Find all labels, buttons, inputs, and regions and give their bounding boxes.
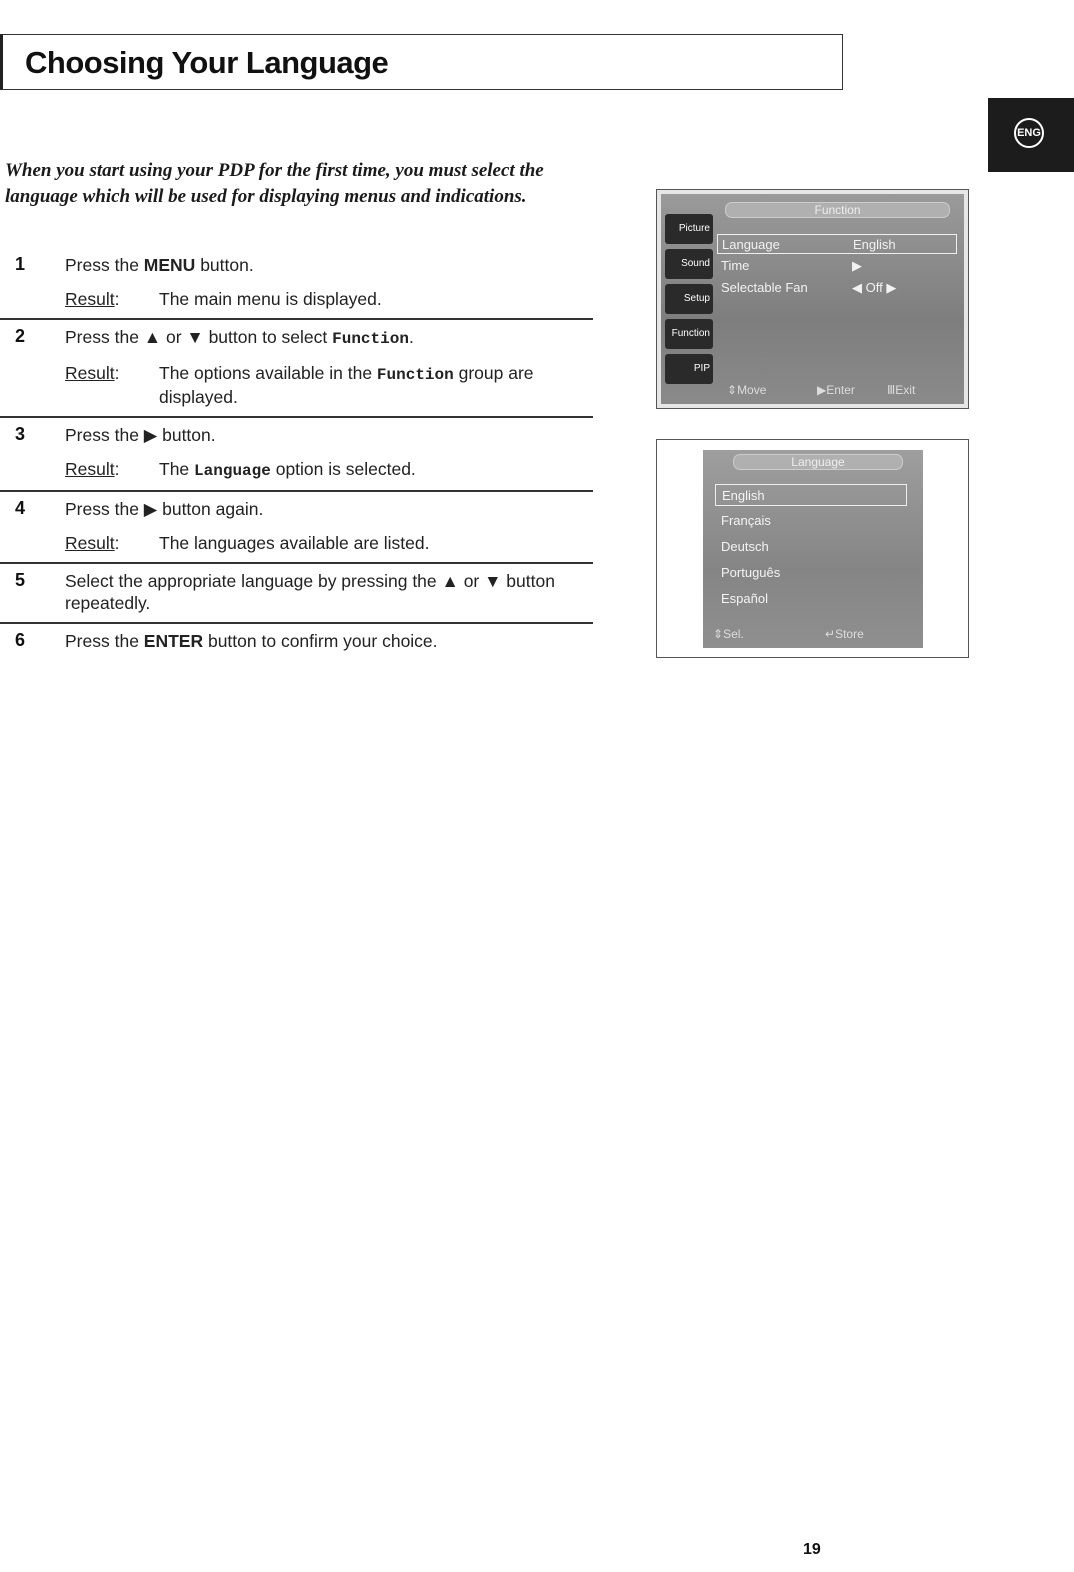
- step-instruction: Press the ENTER button to confirm your choice.: [65, 631, 438, 651]
- step-instruction: Press the ▶ button again.: [65, 499, 264, 519]
- step-instruction: Select the appropriate language by pressing the ▲ or ▼ button repeatedly.: [65, 571, 555, 613]
- enter-key: ENTER: [143, 631, 204, 651]
- osd-footer: [707, 626, 919, 642]
- result-label: Result:: [65, 363, 120, 383]
- pip-icon: PIP: [665, 354, 713, 384]
- result-label: Result:: [65, 533, 120, 553]
- menu-key: MENU: [143, 255, 196, 275]
- osd-row-fan: Selectable Fan ◀ Off ▶: [721, 280, 897, 295]
- step-number: 5: [15, 570, 26, 590]
- language-menu-screenshot: [656, 439, 969, 658]
- osd-row-time: Time ▶: [721, 258, 862, 273]
- step-result: Result: The main menu is displayed.: [65, 289, 382, 309]
- step-instruction: Press the ▶ button.: [65, 425, 216, 445]
- step-3: [0, 418, 593, 492]
- sel-hint: ⇕ Sel.: [713, 627, 744, 641]
- enter-hint: ▶ Enter: [817, 383, 855, 397]
- step-number: 2: [15, 326, 26, 346]
- language-tab: [988, 98, 1074, 172]
- step-number: 6: [15, 630, 26, 650]
- result-label: Result:: [65, 289, 120, 309]
- step-result: Result: The languages available are listed.: [65, 533, 430, 553]
- picture-icon: Picture: [665, 214, 713, 244]
- step-result: Result: The options available in the Function group are displayed.: [65, 363, 534, 407]
- step-5: [0, 564, 593, 624]
- sound-icon: Sound: [665, 249, 713, 279]
- step-number: 4: [15, 498, 26, 518]
- lang-option-portugues: Português: [721, 565, 781, 580]
- page-number: 19: [803, 1541, 821, 1558]
- step-instruction: Press the ▲ or ▼ button to select Function.: [65, 327, 414, 348]
- setup-icon: Setup: [665, 284, 713, 314]
- osd-title: Language: [733, 454, 903, 470]
- osd-title: Function: [725, 202, 950, 218]
- step-1: [0, 248, 593, 320]
- step-number: 1: [15, 254, 26, 274]
- osd-row-language: Language English: [717, 234, 957, 254]
- step-2: [0, 320, 593, 418]
- osd-screen: [703, 450, 923, 648]
- step-result: Result: The Language option is selected.: [65, 459, 416, 480]
- step-instruction: Press the MENU button.: [65, 255, 254, 275]
- lang-option-espanol: Español: [721, 591, 768, 606]
- title-box: [0, 34, 843, 90]
- step-6: [0, 624, 593, 660]
- lang-option-deutsch: Deutsch: [721, 539, 769, 554]
- lang-option-english: English: [715, 484, 907, 506]
- page-title: Choosing Your Language: [25, 45, 389, 80]
- osd-footer: [717, 382, 956, 398]
- intro-text: When you start using your PDP for the first time, you must select the language which will be used for displaying menus and indications.: [5, 160, 544, 207]
- function-icon: Function: [665, 319, 713, 349]
- eng-badge: ENG: [1014, 118, 1044, 148]
- lang-option-francais: Français: [721, 513, 771, 528]
- step-number: 3: [15, 424, 26, 444]
- osd-screen: [661, 194, 964, 404]
- exit-hint: Ⅲ Exit: [887, 383, 916, 397]
- result-label: Result:: [65, 459, 120, 479]
- step-4: [0, 492, 593, 564]
- osd-side-menu: [665, 214, 713, 389]
- move-hint: ⇕ Move: [727, 383, 767, 397]
- steps-list: [0, 248, 593, 660]
- store-hint: ↵ Store: [825, 627, 864, 641]
- function-menu-screenshot: [656, 189, 969, 409]
